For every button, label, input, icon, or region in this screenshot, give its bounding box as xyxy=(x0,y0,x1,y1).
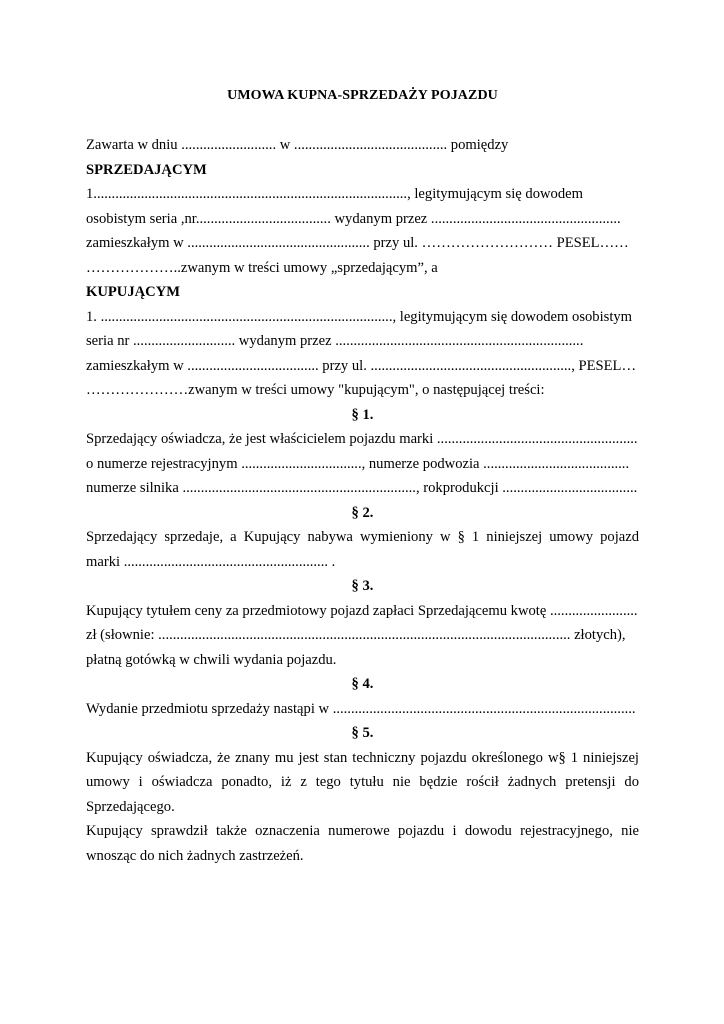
section-3-line-3: płatną gotówką w chwili wydania pojazdu. xyxy=(86,651,337,668)
buyer-line-1: 1. ................................................................................, legitymującym się dowodem osobistym xyxy=(86,308,633,325)
section-3-line-2: zł (słownie: ................................................................................................................. złotych), xyxy=(86,627,626,643)
section-1-line-1: Sprzedający oświadcza, że jest właścicielem pojazdu marki ....................................................... xyxy=(86,431,638,447)
section-3-heading: § 3. xyxy=(351,578,374,594)
section-2-line-1: Sprzedający sprzedaje, a Kupujący nabywa wymieniony w § 1 niniejszej umowy pojazd xyxy=(86,529,639,545)
buyer-line-4: …………………zwanym w treści umowy "kupującym", o następującej treści: xyxy=(86,382,545,398)
document-title: UMOWA KUPNA-SPRZEDAŻY POJAZDU xyxy=(227,88,498,103)
section-2-line-2: marki ........................................................ . xyxy=(86,553,336,570)
section-2-heading: § 2. xyxy=(351,504,374,521)
seller-line-3: zamieszkałym w .................................................. przy ul. ……………………… PESEL…… xyxy=(86,235,629,251)
seller-line-2: osobistym seria ,nr..................................... wydanym przez .................................................... xyxy=(86,210,621,227)
section-5-heading: § 5. xyxy=(351,725,374,741)
buyer-heading: KUPUJĄCYM xyxy=(86,284,181,300)
section-4-line-1: Wydanie przedmiotu sprzedaży nastąpi w ................................................................................... xyxy=(86,700,636,717)
section-1-line-2: o numerze rejestracyjnym ................................., numerze podwozia ........................................ xyxy=(86,455,630,472)
intro-line: Zawarta w dniu .......................... w .......................................... pomiędzy xyxy=(86,137,509,153)
section-5-line-1: Kupujący oświadcza, że znany mu jest stan techniczny pojazdu określonego w§ 1 niniejszej xyxy=(86,749,639,766)
section-5-line-4: Kupujący sprawdził także oznaczenia numerowe pojazdu i dowodu rejestracyjnego, nie xyxy=(86,823,639,839)
document-body xyxy=(86,133,639,868)
section-1-heading: § 1. xyxy=(351,406,374,423)
seller-line-4: ………………..zwanym w treści umowy „sprzedającym”, a xyxy=(86,259,438,276)
section-5-line-2: umowy i oświadcza ponadto, iż z tego tytułu nie będzie rościł żadnych pretensji do xyxy=(86,774,639,790)
section-5-line-5: wnosząc do nich żadnych zastrzeżeń. xyxy=(86,847,304,864)
seller-heading: SPRZEDAJĄCYM xyxy=(86,161,207,178)
section-1-line-3: numerze silnika ................................................................, rokprodukcji ..................................... xyxy=(86,480,638,496)
section-3-line-1: Kupujący tytułem ceny za przedmiotowy pojazd zapłaci Sprzedającemu kwotę ........................ xyxy=(86,602,638,619)
buyer-line-2: seria nr ............................ wydanym przez .................................................................... xyxy=(86,333,584,349)
document-page xyxy=(86,0,639,1024)
seller-line-1: 1......................................................................................, legitymującym się dowodem xyxy=(86,186,583,202)
buyer-line-3: zamieszkałym w .................................... przy ul. ......................................................., PESEL… xyxy=(86,357,637,374)
section-4-heading: § 4. xyxy=(351,676,374,692)
section-5-line-3: Sprzedającego. xyxy=(86,798,175,815)
